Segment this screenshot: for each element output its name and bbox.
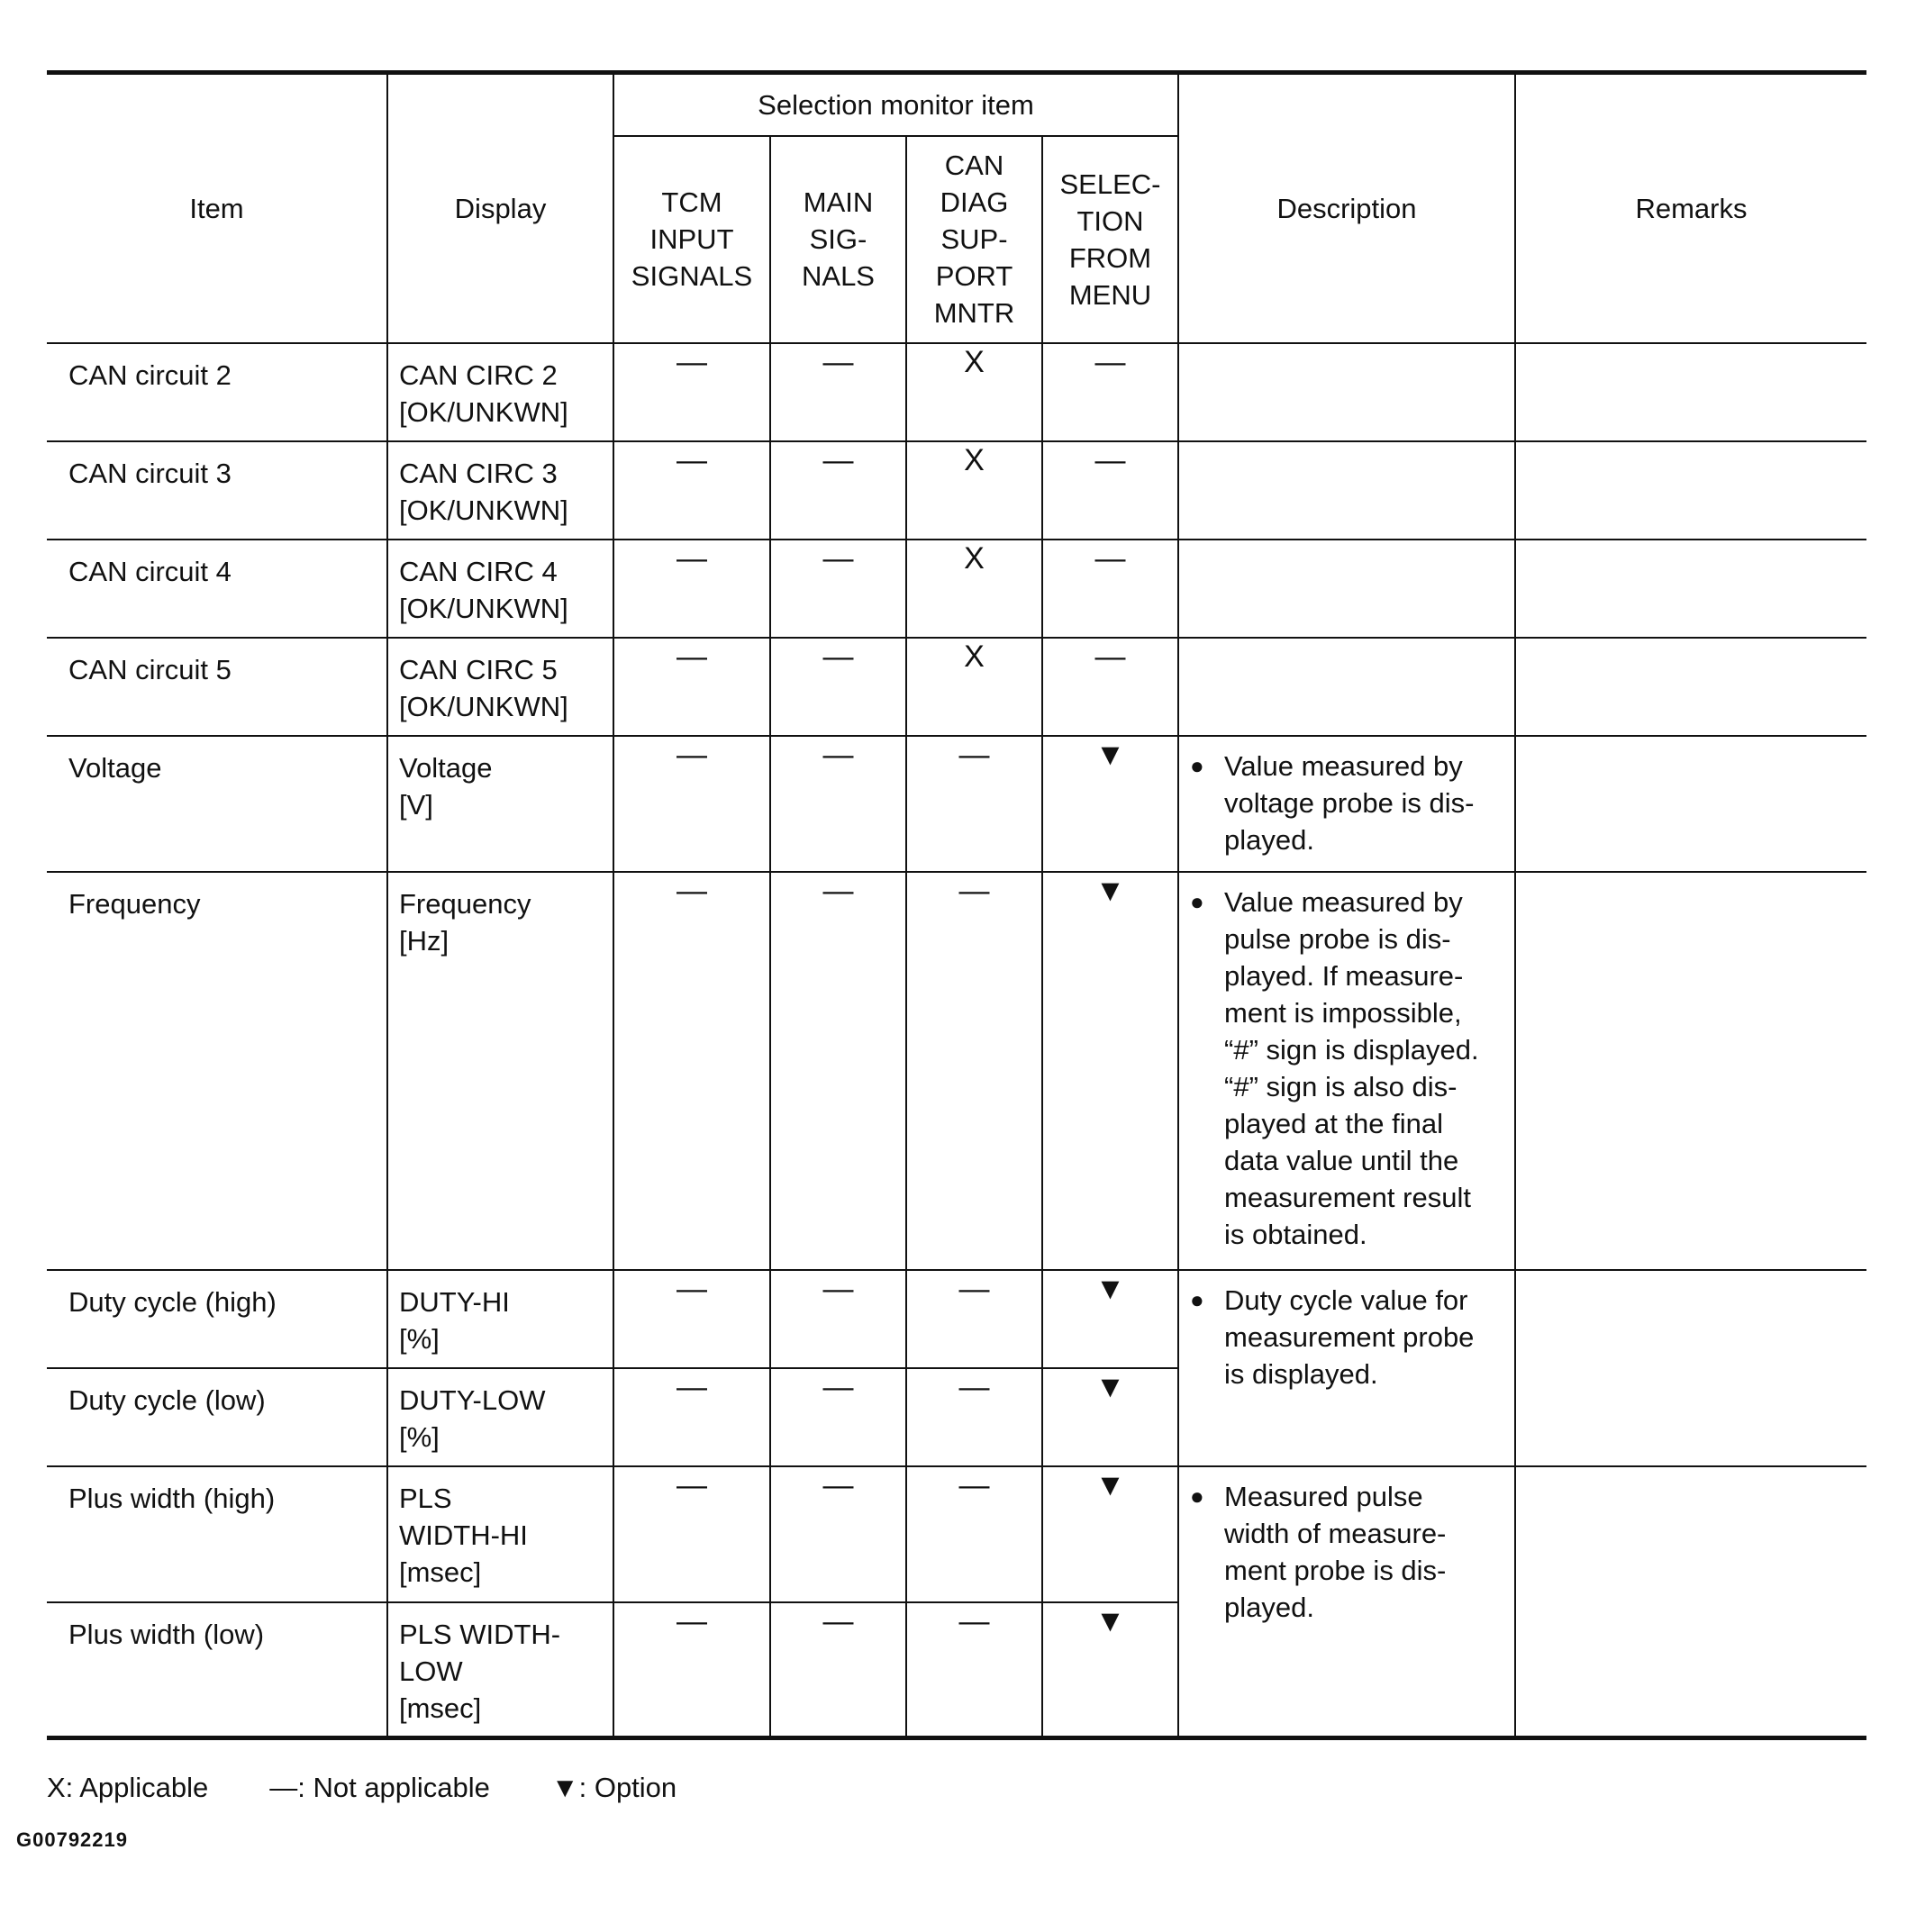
table-row: [47, 736, 1866, 872]
legend: [47, 1770, 677, 1806]
mark-tcm-input: —: [613, 1368, 770, 1466]
description-text: Measured pulse width of measure- ment probe is dis- played.: [1224, 1480, 1447, 1623]
mark-can-diag: —: [906, 736, 1042, 872]
mark-main-signals: —: [770, 1368, 906, 1466]
mark-tcm-input: —: [613, 540, 770, 638]
mark-main-signals: —: [770, 1466, 906, 1602]
display-cell: PLS WIDTH-HI [msec]: [387, 1466, 613, 1602]
item-cell: CAN circuit 5: [47, 638, 387, 736]
mark-main-signals: —: [770, 638, 906, 736]
remarks-cell: [1515, 1466, 1866, 1738]
display-cell: DUTY-LOW [%]: [387, 1368, 613, 1466]
header-remarks: Remarks: [1515, 73, 1866, 343]
mark-main-signals: —: [770, 441, 906, 540]
legend-not-applicable: —: Not applicable: [269, 1772, 490, 1803]
table-row: [47, 540, 1866, 638]
mark-can-diag: X: [906, 638, 1042, 736]
mark-selection-menu: ▼: [1042, 1368, 1178, 1466]
remarks-cell: [1515, 872, 1866, 1270]
mark-can-diag: —: [906, 1368, 1042, 1466]
remarks-cell: [1515, 540, 1866, 638]
item-cell: CAN circuit 3: [47, 441, 387, 540]
display-cell: Frequency [Hz]: [387, 872, 613, 1270]
mark-selection-menu: ▼: [1042, 736, 1178, 872]
mark-main-signals: —: [770, 1270, 906, 1368]
item-cell: Plus width (low): [47, 1602, 387, 1738]
item-cell: CAN circuit 2: [47, 343, 387, 441]
header-tcm-input-signals: TCM INPUT SIGNALS: [613, 136, 770, 343]
bullet-icon: ●: [1190, 1285, 1204, 1313]
mark-can-diag: X: [906, 343, 1042, 441]
display-cell: PLS WIDTH- LOW [msec]: [387, 1602, 613, 1738]
mark-selection-menu: ▼: [1042, 1466, 1178, 1602]
header-description: Description: [1178, 73, 1515, 343]
remarks-cell: [1515, 736, 1866, 872]
mark-selection-menu: ▼: [1042, 1270, 1178, 1368]
header-main-signals: MAIN SIG- NALS: [770, 136, 906, 343]
table-row: [47, 441, 1866, 540]
table-row: [47, 1466, 1866, 1602]
description-text: Duty cycle value for measurement probe is displayed.: [1224, 1283, 1475, 1390]
description-bullet: [1190, 748, 1505, 858]
mark-main-signals: —: [770, 1602, 906, 1738]
description-bullet: [1190, 1282, 1505, 1392]
description-text: Value measured by voltage probe is dis- played.: [1224, 749, 1475, 856]
mark-tcm-input: —: [613, 1466, 770, 1602]
item-cell: Plus width (high): [47, 1466, 387, 1602]
mark-main-signals: —: [770, 736, 906, 872]
item-cell: Duty cycle (high): [47, 1270, 387, 1368]
display-cell: CAN CIRC 4 [OK/UNKWN]: [387, 540, 613, 638]
description-bullet: [1190, 884, 1505, 1253]
display-cell: CAN CIRC 3 [OK/UNKWN]: [387, 441, 613, 540]
remarks-cell: [1515, 638, 1866, 736]
mark-can-diag: —: [906, 1466, 1042, 1602]
remarks-cell: [1515, 343, 1866, 441]
table-row: [47, 872, 1866, 1270]
bullet-icon: ●: [1190, 887, 1204, 915]
display-cell: CAN CIRC 5 [OK/UNKWN]: [387, 638, 613, 736]
description-cell: [1178, 1270, 1515, 1466]
mark-selection-menu: —: [1042, 638, 1178, 736]
remarks-cell: [1515, 1270, 1866, 1466]
mark-tcm-input: —: [613, 872, 770, 1270]
table-row: [47, 1270, 1866, 1368]
table-row: [47, 343, 1866, 441]
monitor-items-table: [47, 70, 1866, 1740]
mark-can-diag: X: [906, 540, 1042, 638]
description-cell: [1178, 736, 1515, 872]
description-cell: [1178, 1466, 1515, 1738]
mark-selection-menu: ▼: [1042, 1602, 1178, 1738]
mark-can-diag: —: [906, 1602, 1042, 1738]
header-display: Display: [387, 73, 613, 343]
mark-tcm-input: —: [613, 343, 770, 441]
description-cell: [1178, 540, 1515, 638]
figure-code: G00792219: [16, 1828, 128, 1851]
description-text: Value measured by pulse probe is dis- played. If measure- ment is impossible, “#” sign is displayed. “#” sign is also dis- played at the final data value until the measurement result is obtained.: [1224, 885, 1479, 1250]
mark-selection-menu: —: [1042, 343, 1178, 441]
mark-tcm-input: —: [613, 1602, 770, 1738]
mark-selection-menu: ▼: [1042, 872, 1178, 1270]
mark-main-signals: —: [770, 872, 906, 1270]
bullet-icon: ●: [1190, 751, 1204, 779]
description-cell: [1178, 638, 1515, 736]
header-item: Item: [47, 73, 387, 343]
mark-can-diag: —: [906, 1270, 1042, 1368]
mark-can-diag: X: [906, 441, 1042, 540]
legend-applicable: X: Applicable: [47, 1772, 209, 1803]
table-row: [47, 638, 1866, 736]
header-selection-monitor-item: Selection monitor item: [613, 73, 1178, 136]
mark-tcm-input: —: [613, 441, 770, 540]
bullet-icon: ●: [1190, 1482, 1204, 1510]
description-bullet: [1190, 1478, 1505, 1626]
display-cell: CAN CIRC 2 [OK/UNKWN]: [387, 343, 613, 441]
item-cell: Frequency: [47, 872, 387, 1270]
mark-tcm-input: —: [613, 736, 770, 872]
remarks-cell: [1515, 441, 1866, 540]
mark-selection-menu: —: [1042, 441, 1178, 540]
legend-option: ▼: Option: [550, 1772, 677, 1803]
mark-main-signals: —: [770, 540, 906, 638]
item-cell: CAN circuit 4: [47, 540, 387, 638]
header-can-diag-support-mntr: CAN DIAG SUP- PORT MNTR: [906, 136, 1042, 343]
header-selection-from-menu: SELEC- TION FROM MENU: [1042, 136, 1178, 343]
mark-selection-menu: —: [1042, 540, 1178, 638]
mark-tcm-input: —: [613, 638, 770, 736]
description-cell: [1178, 343, 1515, 441]
item-cell: Duty cycle (low): [47, 1368, 387, 1466]
mark-main-signals: —: [770, 343, 906, 441]
description-cell: [1178, 872, 1515, 1270]
description-cell: [1178, 441, 1515, 540]
item-cell: Voltage: [47, 736, 387, 872]
mark-can-diag: —: [906, 872, 1042, 1270]
mark-tcm-input: —: [613, 1270, 770, 1368]
display-cell: Voltage [V]: [387, 736, 613, 872]
display-cell: DUTY-HI [%]: [387, 1270, 613, 1368]
